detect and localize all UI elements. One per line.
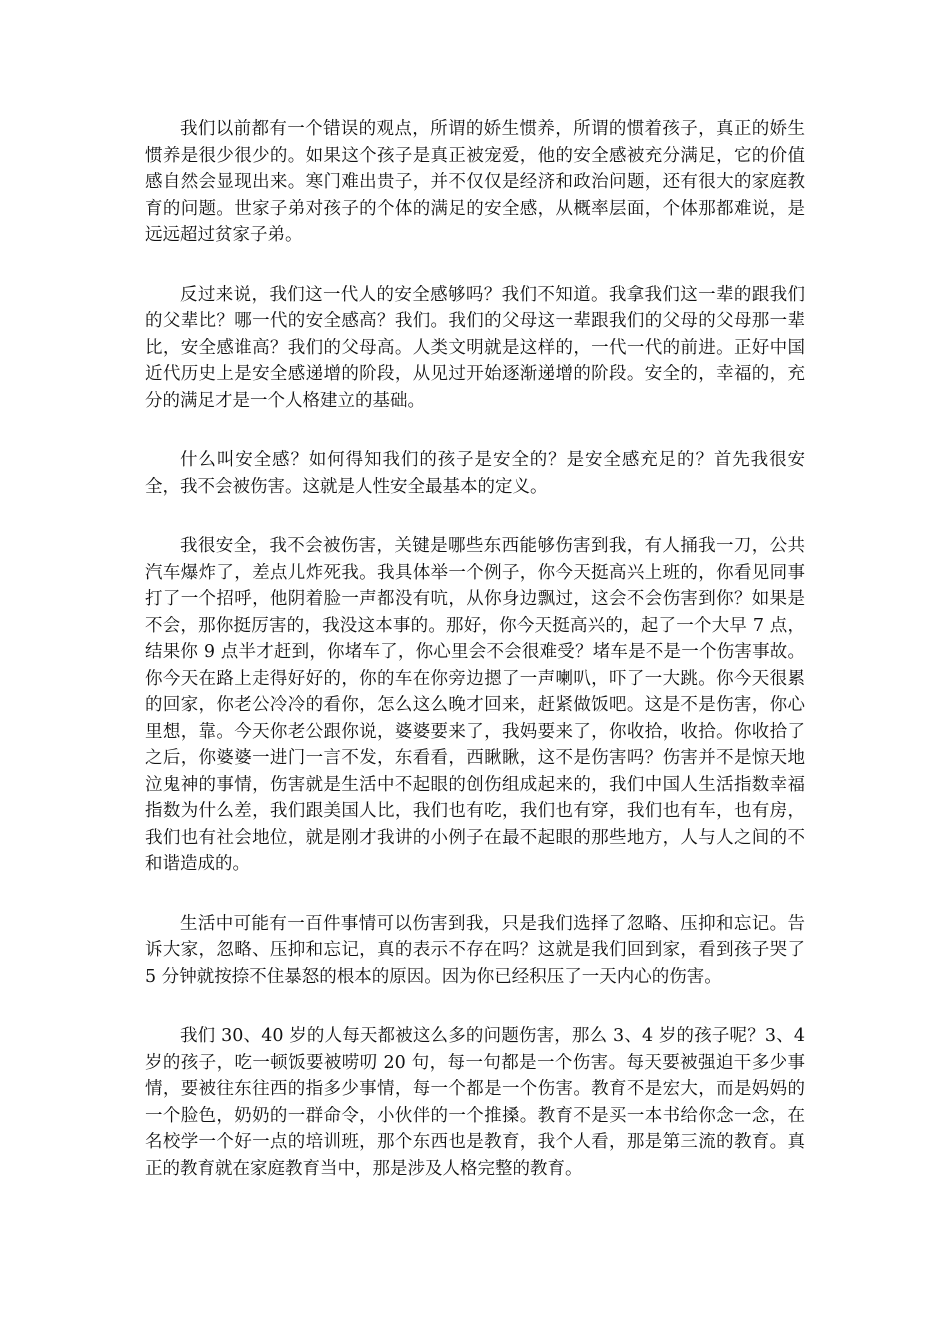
paragraph-2: 反过来说，我们这一代人的安全感够吗？我们不知道。我拿我们这一辈的跟我们的父辈比？哪一代的安全感高？我们。我们的父母这一辈跟我们的父母的父母那一辈比，安全感谁高？我们的父母高。人类文明就是这样的，一代一代的前进。正好中国近代历史上是安全感递增的阶段，从见过开始逐渐递增的阶段。安全的，幸福的，充分的满足才是一个人格建立的基础。 [145,284,805,411]
document-body [145,116,805,1215]
paragraph-3: 什么叫安全感？如何得知我们的孩子是安全的？是安全感充足的？首先我很安全，我不会被伤害。这就是人性安全最基本的定义。 [145,450,805,497]
paragraph-5: 生活中可能有一百件事情可以伤害到我，只是我们选择了忽略、压抑和忘记。告诉大家，忽略、压抑和忘记，真的表示不存在吗？这就是我们回到家，看到孩子哭了 5 分钟就按捺不住暴怒的根本的原因。因为你已经积压了一天内心的伤害。 [145,913,805,987]
paragraph-4: 我很安全，我不会被伤害，关键是哪些东西能够伤害到我，有人捅我一刀，公共汽车爆炸了，差点儿炸死我。我具体举一个例子，你今天挺高兴上班的，你看见同事打了一个招呼，他阴着脸一声都没有吭，从你身边飘过，这会不会伤害到你？如果是不会，那你挺厉害的，我没这本事的。那好，你今天挺高兴的，起了一个大早 7 点，结果你 9 点半才赶到，你堵车了，你心里会不会很难受？堵车是不是一个伤害事故。你今天在路上走得好好的，你的车在你旁边摁了一声喇叭，吓了一大跳。你今天很累的回家，你老公冷冷的看你，怎么这么晚才回来，赶紧做饭吧。这是不是伤害，你心里想，靠。今天你老公跟你说，婆婆要来了，我妈要来了，你收拾，收拾。你收拾了之后，你婆婆一进门一言不发，东看看，西瞅瞅，这不是伤害吗？伤害并不是惊天地泣鬼神的事情，伤害就是生活中不起眼的创伤组成起来的，我们中国人生活指数幸福指数为什么差，我们跟美国人比，我们也有吃，我们也有穿，我们也有车，也有房，我们也有社会地位，就是刚才我讲的小例子在最不起眼的那些地方，人与人之间的不和谐造成的。 [145,536,805,874]
paragraph-1: 我们以前都有一个错误的观点，所谓的娇生惯养，所谓的惯着孩子，真正的娇生惯养是很少很少的。如果这个孩子是真正被宠爱，他的安全感被充分满足，它的价值感自然会显现出来。寒门难出贵子，并不仅仅是经济和政治问题，还有很大的家庭教育的问题。世家子弟对孩子的个体的满足的安全感，从概率层面，个体那都难说，是远远超过贫家子弟。 [145,119,805,245]
paragraph-6: 我们 30、40 岁的人每天都被这么多的问题伤害，那么 3、4 岁的孩子呢？3、4 岁的孩子，吃一顿饭要被唠叨 20 句，每一句都是一个伤害。每天要被强迫干多少事情，要被往东往西的指多少事情，每一个都是一个伤害。教育不是宏大，而是妈妈的一个脸色，奶奶的一群命令，小伙伴的一个推搡。教育不是买一本书给你念一念，在名校学一个好一点的培训班，那个东西也是教育，我个人看，那是第三流的教育。真正的教育就在家庭教育当中，那是涉及人格完整的教育。 [145,1026,805,1179]
